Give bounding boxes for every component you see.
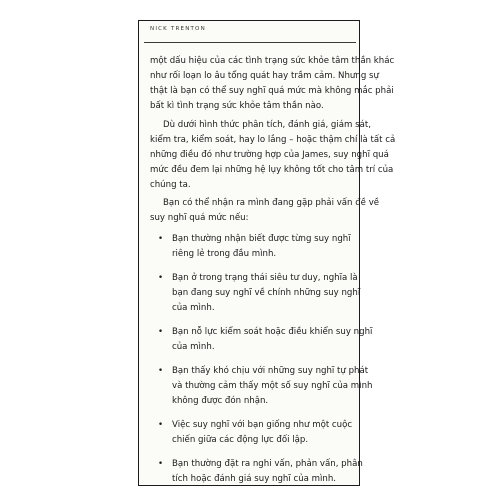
list-item-line: của mình. xyxy=(172,303,215,313)
paragraph-line: Dù dưới hình thức phân tích, đánh giá, giám sát, xyxy=(163,120,371,130)
list-item-line: • Bạn thường đặt ra nghi vấn, phản vấn, phân xyxy=(172,459,363,469)
paragraph-2 xyxy=(150,118,396,193)
list-item xyxy=(150,418,355,448)
list-item-line: chiến giữa các động lực đối lập. xyxy=(172,435,309,445)
list-item-line: không được đón nhận. xyxy=(172,396,269,406)
bullet-list xyxy=(150,232,373,496)
paragraph-line: bất kì tình trạng sức khỏe tâm thần nào. xyxy=(150,101,324,111)
list-item-line: tích hoặc đánh giá suy nghĩ của mình. xyxy=(172,474,337,484)
list-item-line: • Việc suy nghĩ với bạn giống như một cuộc xyxy=(172,420,353,430)
paragraph-line: kiểm tra, kiểm soát, hay lo lắng – hoặc thậm chí là tất cả xyxy=(150,135,396,145)
paragraph-line: những điều đó như trường hợp của James, suy nghĩ quá xyxy=(150,150,389,160)
paragraph-line: như rối loạn lo âu tổng quát hay trầm cảm. Nhưng sự xyxy=(150,71,379,81)
list-item-line: và thường cảm thấy một số suy nghĩ của mình xyxy=(172,381,373,391)
paragraph-line: Bạn có thể nhận ra mình đang gặp phải vấn đề về xyxy=(163,198,380,208)
paragraph-3 xyxy=(150,196,380,226)
list-item-line: • Bạn thường nhận biết được từng suy nghĩ xyxy=(172,234,351,244)
list-item-line: • Bạn nỗ lực kiểm soát hoặc điều khiển suy nghĩ xyxy=(172,327,373,337)
list-item-line: • Bạn thấy khó chịu với những suy nghĩ tự phát xyxy=(172,366,369,376)
list-item xyxy=(150,457,363,487)
list-item-line: riêng lẻ trong đầu mình. xyxy=(172,249,277,259)
paragraph-line: chúng ta. xyxy=(150,180,191,190)
list-item xyxy=(150,232,355,262)
paragraph-line: mức đều đem lại những hệ lụy không tốt cho tâm trí của xyxy=(150,165,394,175)
list-item xyxy=(150,325,373,355)
paragraph-line: một dấu hiệu của các tình trạng sức khỏe tâm thần khác xyxy=(150,56,395,66)
list-item-line: bạn đang suy nghĩ về chính những suy nghĩ xyxy=(172,288,361,298)
list-item-line: của mình. xyxy=(172,342,215,352)
paragraph-1 xyxy=(150,54,395,114)
list-item xyxy=(150,271,361,316)
header-rule xyxy=(144,42,356,43)
paragraph-line: suy nghĩ quá mức nếu: xyxy=(150,213,249,223)
paragraph-line: thật là bạn có thể suy nghĩ quá mức mà không mắc phải xyxy=(150,86,394,96)
list-item-line: • Bạn ở trong trạng thái siêu tư duy, nghĩa là xyxy=(172,273,358,283)
list-item xyxy=(150,364,373,409)
running-header-author: NICK TRENTON xyxy=(150,26,206,32)
